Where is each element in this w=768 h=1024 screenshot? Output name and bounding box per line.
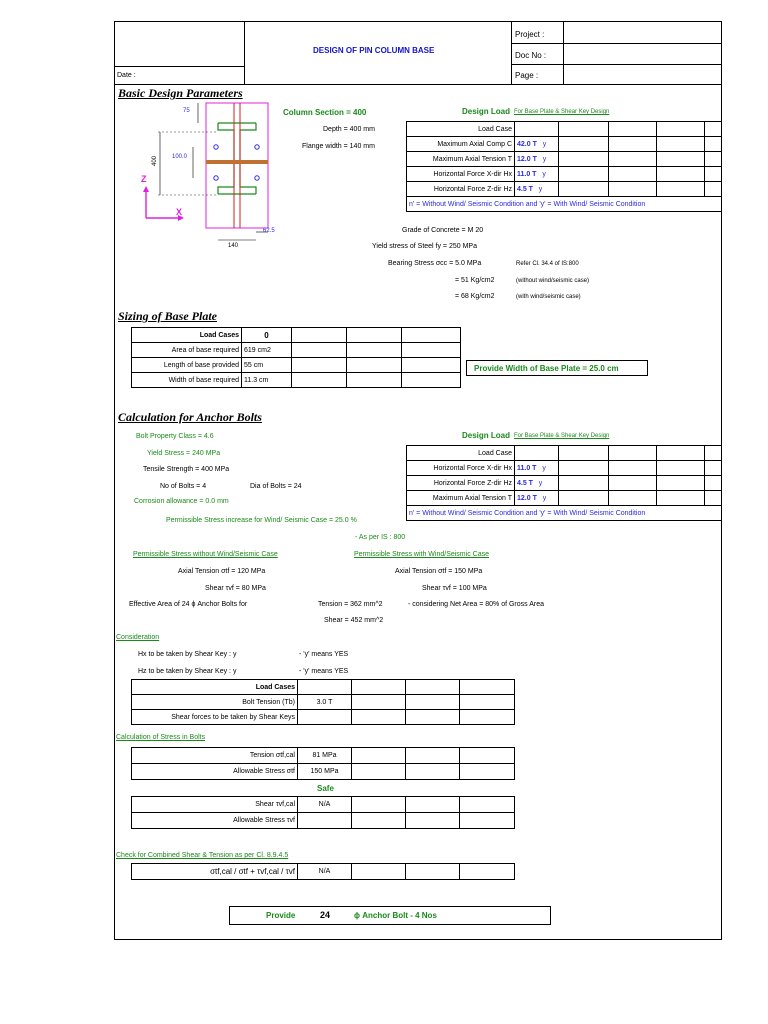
header-meta-row1 [511,43,722,44]
yes-note-2: - 'y' means YES [299,668,349,675]
bolt-count: No of Bolts = 4 [160,483,207,490]
load-row-value: 4.5 T [517,185,533,193]
provide-count: 24 [320,910,331,920]
allowable-shear-value [298,813,352,829]
bolt-hole-1 [214,145,218,149]
date-label: Date : [117,72,136,79]
tension-label: Tension σtf,cal [132,748,298,764]
bearing-kg2-note: (with wind/seismic case) [516,294,581,300]
load-row-label: Horizontal Force X-dir Hx [407,167,515,182]
yes-note-1: - 'y' means YES [299,651,349,658]
safe-status: Safe [317,784,334,793]
sizing-row-label: Width of base required [132,373,242,388]
load-row-value: 11.0 T [517,464,537,472]
load-row-value: 12.0 T [517,494,537,502]
as-per-is800: - As per IS : 800 [355,534,406,541]
steel-yield: Yield stress of Steel fy = 250 MPa [372,243,477,250]
dim-140-label: 140 [228,243,239,249]
axis-x-label: X [176,207,183,217]
depth-value: Depth = 400 mm [323,126,375,133]
header-meta-divider [563,21,564,85]
dim-400-label: 400 [152,155,159,167]
effective-area: Effective Area of 24 ϕ Anchor Bolts for [129,601,248,608]
docno-label: Doc No : [515,51,547,60]
effective-shear: Shear = 452 mm^2 [324,617,384,624]
load-note: n' = Without Wind/ Seismic Condition and 'y' = With Wind/ Seismic Condition [407,197,722,212]
load-row-label: Horizontal Force X-dir Hx [407,461,515,476]
allowable-shear-label: Allowable Stress τvf [132,813,298,829]
load-row-label: Maximum Axial Tension T [407,491,515,506]
consideration-row-value: 3.0 T [298,695,352,710]
header-meta-row2 [511,64,722,65]
effective-tension: Tension = 362 mm^2 [318,601,383,608]
hz-shear-key: Hz to be taken by Shear Key : y [138,668,237,675]
load-row-value: 42.0 T [517,140,537,148]
combined-heading: Check for Combined Shear & Tension as per Cl. 8.9.4.5 [116,852,289,859]
load-row-flag: y [538,479,543,487]
shear-value: N/A [298,797,352,813]
consideration-table [131,679,515,725]
shear-with: Shear τvf = 100 MPa [422,585,487,592]
load-row-label: Horizontal Force Z-dir Hz [407,476,515,491]
load-row-flag: y [542,464,546,472]
page-title: DESIGN OF PIN COLUMN BASE [313,46,435,55]
concrete-grade: Grade of Concrete = M 20 [402,227,484,234]
header-divider [114,66,245,67]
shear-stress-table [131,796,515,829]
shear-key-plate [206,160,268,164]
z-axis-head [143,186,149,192]
stress-heading: Calculation of Stress in Bolts [116,734,206,741]
page-label: Page : [515,71,539,80]
sizing-row-label: Length of base provided [132,358,242,373]
bearing-stress: Bearing Stress σcc = 5.0 MPa [388,260,482,267]
axis-z-label: Z [141,174,147,184]
sizing-row-label: Area of base required [132,343,242,358]
flange-width-value: Flange width = 140 mm [302,143,375,150]
perm-without-heading: Permissible Stress without Wind/Seismic Case [133,551,278,558]
design-load-sub-2: For Base Plate & Shear Key Design [514,433,610,439]
bolt-yield-stress: Yield Stress = 240 MPa [147,450,221,457]
bolt-property-class: Bolt Property Class = 4.6 [136,433,214,440]
design-load-heading-2: Design Load [462,431,511,440]
consideration-heading: Consideration [116,634,160,641]
shear-label: Shear τvf,cal [132,797,298,813]
design-load-table-2 [406,445,722,521]
dim-75-label: 75 [183,108,190,114]
design-load-sub-1: For Base Plate & Shear Key Design [514,109,610,115]
provide-width-text: Provide Width of Base Plate = 25.0 cm [474,364,619,373]
perm-stress-increase: Permissible Stress increase for Wind/ Seismic Case = 25.0 % [166,517,357,524]
base-plate-outline [206,103,268,228]
load-row-flag: y [542,170,546,178]
provide-label: Provide [266,911,296,920]
bolt-hole-3 [214,176,218,180]
sizing-row-value: 619 cm2 [242,343,292,358]
sizing-heading: Sizing of Base Plate [118,309,218,323]
column-section: Column Section = 400 [283,108,367,117]
shear-without: Shear τvf = 80 MPa [205,585,266,592]
load-note: n' = Without Wind/ Seismic Condition and 'y' = With Wind/ Seismic Condition [407,506,722,521]
load-row-value: 4.5 T [517,479,533,487]
allowable-tension-value: 150 MPa [298,764,352,780]
load-row-flag: y [542,140,547,148]
bearing-kg1-note: (without wind/seismic case) [516,278,590,284]
effective-net-note: - considering Net Area = 80% of Gross Area [408,601,544,608]
dim-100-label: 100.0 [172,154,188,160]
load-case-head: Load Case [407,446,515,461]
combined-formula: σtf,cal / σtf + τvf,cal / τvf [132,864,298,880]
bearing-kg1: = 51 Kg/cm2 [455,277,495,284]
project-label: Project : [515,30,545,39]
provide-text: ϕ Anchor Bolt - 4 Nos [354,911,437,920]
load-row-value: 12.0 T [517,155,537,163]
bearing-ref: Refer Cl. 34.4 of IS:800 [516,261,579,267]
load-row-label: Maximum Axial Comp C [407,137,515,152]
load-row-flag: y [538,185,543,193]
combined-value: N/A [298,864,352,880]
sizing-head-label: Load Cases [132,328,242,343]
load-row-flag: y [542,494,547,502]
sizing-row-value: 11.3 cm [242,373,292,388]
design-load-table-1 [406,121,722,212]
hx-shear-key: Hx to be taken by Shear Key : y [138,651,237,658]
perm-with-heading: Permissible Stress with Wind/Seismic Case [354,551,489,558]
sizing-head-value: 0 [242,328,292,343]
bolt-tensile: Tensile Strength = 400 MPa [143,466,230,473]
sizing-table [131,327,461,388]
consideration-row-label: Bolt Tension (Tb) [132,695,298,710]
sizing-row-value: 55 cm [242,358,292,373]
bearing-kg2: = 68 Kg/cm2 [455,293,495,300]
axial-tension-without: Axial Tension σtf = 120 MPa [178,568,266,575]
consideration-head: Load Cases [132,680,298,695]
consideration-row-value [298,710,352,725]
anchor-heading: Calculation for Anchor Bolts [118,410,262,424]
axial-tension-with: Axial Tension σtf = 150 MPa [395,568,483,575]
tension-stress-table [131,747,515,780]
allowable-tension-label: Allowable Stress σtf [132,764,298,780]
bolt-hole-2 [255,145,259,149]
basic-heading: Basic Design Parameters [118,86,243,100]
load-row-flag: y [542,155,547,163]
bolt-dia: Dia of Bolts = 24 [250,483,302,490]
tension-value: 81 MPa [298,748,352,764]
column-web [218,123,256,194]
load-case-head: Load Case [407,122,515,137]
load-row-label: Horizontal Force Z-dir Hz [407,182,515,197]
load-row-value: 11.0 T [517,170,537,178]
corrosion-allowance: Corrosion allowance = 0.0 mm [134,498,229,505]
design-load-heading-1: Design Load [462,107,511,116]
dim-625-label: 62.5 [263,228,275,234]
consideration-row-label: Shear forces to be taken by Shear Keys [132,710,298,725]
load-row-label: Maximum Axial Tension T [407,152,515,167]
bolt-hole-4 [255,176,259,180]
combined-table [131,863,515,880]
